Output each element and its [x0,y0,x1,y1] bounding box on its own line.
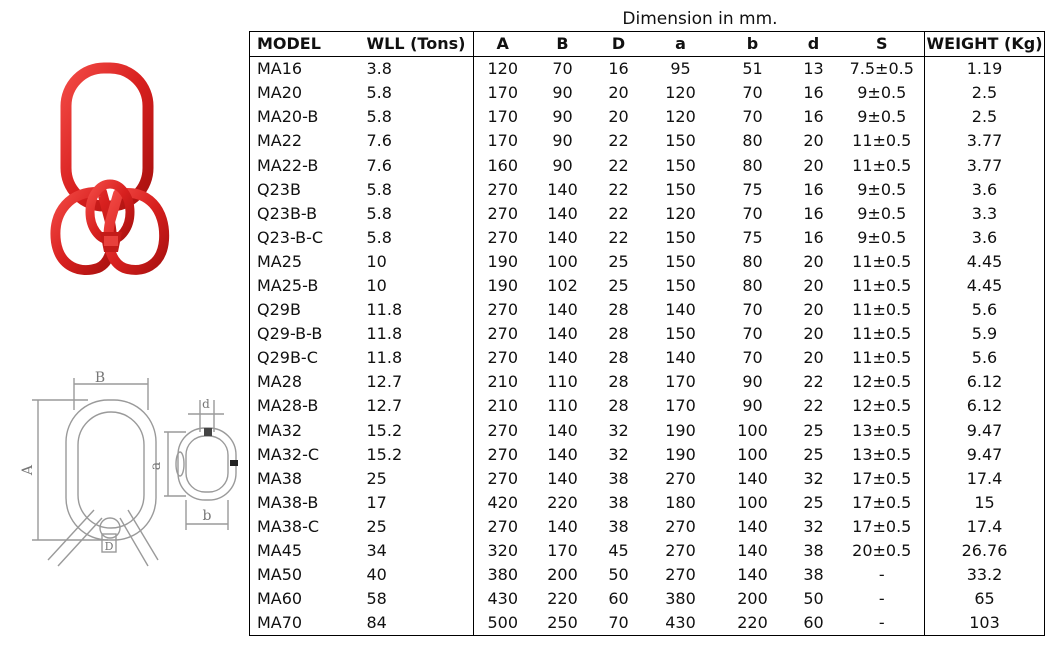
cell-b: 75 [742,227,763,247]
cell-b: 70 [742,300,763,320]
cell-D: 28 [608,324,629,344]
cell-A: 210 [487,372,519,392]
cell-wll: 12.7 [363,370,474,394]
cell-S: 11±0.5 [840,250,925,274]
cell-d: 25 [803,492,824,512]
cell-a: 150 [665,155,696,175]
cell-model: MA28 [250,370,363,394]
table-row [250,443,1045,467]
label-A: A [20,464,36,476]
cell-b: 100 [737,420,768,440]
cell-D: 28 [608,300,629,320]
cell-model: MA38-C [250,515,363,539]
cell-B: 140 [547,468,578,488]
cell-d: 20 [803,275,824,295]
cell-model: MA22 [250,129,363,153]
table-row [250,129,1045,153]
cell-model: MA32-C [250,443,363,467]
cell-weight: 3.6 [925,178,1045,202]
cell-weight: 2.5 [925,81,1045,105]
cell-model: MA16 [250,57,363,82]
cell-wll: 5.8 [363,81,474,105]
cell-b: 90 [742,372,763,392]
cell-model: Q23-B-C [250,226,363,250]
cell-S: 11±0.5 [840,346,925,370]
table-row [250,563,1045,587]
cell-b: 100 [737,492,768,512]
cell-D: 25 [608,251,629,271]
header-B: B [532,32,594,57]
cell-model: MA50 [250,563,363,587]
table-row [250,274,1045,298]
cell-S: 11±0.5 [840,274,925,298]
cell-a: 95 [670,59,691,79]
cell-b: 70 [742,203,763,223]
cell-model: MA20 [250,81,363,105]
cell-A: 160 [487,155,519,175]
cell-D: 22 [608,227,629,247]
cell-B: 140 [547,348,578,368]
cell-weight: 15 [925,491,1045,515]
cell-S: 11±0.5 [840,322,925,346]
cell-S: - [840,563,925,587]
cell-A: 270 [487,468,519,488]
cell-weight: 5.6 [925,298,1045,322]
cell-model: MA60 [250,587,363,611]
cell-S: 17±0.5 [840,515,925,539]
cell-D: 16 [608,59,629,79]
table-row [250,153,1045,177]
cell-wll: 11.8 [363,346,474,370]
cell-B: 90 [552,83,573,103]
table-row [250,515,1045,539]
cell-A: 270 [487,227,519,247]
cell-A: 120 [487,59,519,79]
cell-A: 170 [487,83,519,103]
cell-B: 140 [547,300,578,320]
dimension-drawing [18,370,250,580]
cell-a: 140 [665,348,696,368]
cell-model: Q29B-C [250,346,363,370]
cell-a: 120 [665,107,696,127]
table-row [250,419,1045,443]
table-header-row [250,32,1045,57]
cell-weight: 17.4 [925,467,1045,491]
cell-weight: 4.45 [925,274,1045,298]
cell-B: 140 [547,227,578,247]
cell-S: 11±0.5 [840,129,925,153]
header-b: b [718,32,788,57]
cell-weight: 6.12 [925,394,1045,418]
cell-b: 80 [742,131,763,151]
label-a: a [148,461,164,471]
master-link-photo [40,62,180,292]
cell-wll: 15.2 [363,443,474,467]
cell-D: 22 [608,179,629,199]
cell-wll: 15.2 [363,419,474,443]
cell-S: - [840,611,925,636]
header-A: A [474,32,532,57]
cell-wll: 5.8 [363,178,474,202]
cell-B: 70 [552,59,573,79]
cell-d: 13 [803,59,824,79]
cell-a: 190 [665,420,696,440]
cell-weight: 1.19 [925,57,1045,82]
cell-d: 20 [803,131,824,151]
cell-b: 70 [742,348,763,368]
cell-a: 150 [665,251,696,271]
cell-model: Q29B [250,298,363,322]
cell-a: 150 [665,179,696,199]
cell-model: MA45 [250,539,363,563]
cell-weight: 17.4 [925,515,1045,539]
cell-a: 430 [644,611,718,636]
cell-d: 60 [788,611,840,636]
cell-S: 9±0.5 [840,178,925,202]
table-row [250,250,1045,274]
table-row [250,394,1045,418]
cell-weight: 9.47 [925,443,1045,467]
cell-a: 190 [665,444,696,464]
cell-D: 38 [608,492,629,512]
cell-d: 25 [803,444,824,464]
header-S: S [840,32,925,57]
cell-b: 140 [737,468,768,488]
cell-D: 38 [608,468,629,488]
cell-d: 20 [803,251,824,271]
cell-A: 190 [487,275,519,295]
cell-B: 140 [547,420,578,440]
cell-a: 150 [665,275,696,295]
cell-B: 90 [552,107,573,127]
cell-D: 70 [594,611,644,636]
cell-d: 38 [803,541,824,561]
cell-B: 90 [552,155,573,175]
cell-wll: 11.8 [363,322,474,346]
table-row [250,539,1045,563]
table-row [250,81,1045,105]
cell-B: 102 [547,275,578,295]
cell-wll: 7.6 [363,129,474,153]
cell-d: 32 [803,516,824,536]
cell-d: 20 [803,348,824,368]
table-row [250,491,1045,515]
cell-b: 140 [737,541,768,561]
cell-A: 270 [487,300,519,320]
cell-S: 13±0.5 [840,443,925,467]
header-a: a [644,32,718,57]
cell-d: 25 [803,420,824,440]
cell-B: 140 [547,179,578,199]
cell-weight: 5.6 [925,346,1045,370]
cell-d: 38 [803,565,824,585]
cell-model: MA28-B [250,394,363,418]
table-row [250,298,1045,322]
cell-b: 220 [718,611,788,636]
label-D: D [104,540,114,553]
table-row [250,57,1045,82]
cell-wll: 7.6 [363,153,474,177]
cell-weight: 26.76 [925,539,1045,563]
cell-wll: 5.8 [363,105,474,129]
cell-model: MA38-B [250,491,363,515]
cell-S: 12±0.5 [840,370,925,394]
cell-b: 140 [737,516,768,536]
cell-D: 22 [608,131,629,151]
cell-b: 70 [742,107,763,127]
cell-a: 180 [665,492,696,512]
cell-d: 50 [803,589,824,609]
cell-S: 13±0.5 [840,419,925,443]
cell-A: 380 [487,565,519,585]
cell-a: 140 [665,300,696,320]
cell-B: 140 [547,516,578,536]
cell-wll: 10 [363,274,474,298]
cell-A: 430 [487,589,519,609]
cell-weight: 2.5 [925,105,1045,129]
cell-weight: 9.47 [925,419,1045,443]
cell-a: 150 [665,227,696,247]
cell-D: 22 [608,203,629,223]
table-row [250,467,1045,491]
cell-a: 120 [665,203,696,223]
cell-D: 28 [608,348,629,368]
cell-S: 20±0.5 [840,539,925,563]
cell-a: 120 [665,83,696,103]
cell-wll: 25 [363,467,474,491]
cell-D: 20 [608,83,629,103]
cell-A: 270 [487,420,519,440]
cell-b: 80 [742,155,763,175]
cell-A: 270 [487,203,519,223]
cell-d: 16 [803,227,824,247]
cell-D: 20 [608,107,629,127]
table-row [250,587,1045,611]
cell-A: 270 [487,324,519,344]
cell-B: 250 [532,611,594,636]
cell-model: MA38 [250,467,363,491]
cell-b: 80 [742,275,763,295]
cell-wll: 84 [363,611,474,636]
cell-b: 140 [737,565,768,585]
cell-wll: 5.8 [363,226,474,250]
cell-A: 190 [487,251,519,271]
table-row [250,370,1045,394]
cell-a: 150 [665,131,696,151]
cell-A: 170 [487,131,519,151]
cell-model: Q23B-B [250,202,363,226]
cell-S: 12±0.5 [840,394,925,418]
cell-wll: 58 [363,587,474,611]
cell-A: 500 [474,611,532,636]
cell-D: 32 [608,420,629,440]
header-D: D [594,32,644,57]
specification-table [249,31,1045,636]
cell-weight: 3.77 [925,129,1045,153]
cell-a: 150 [665,324,696,344]
cell-D: 50 [608,565,629,585]
cell-S: - [840,587,925,611]
cell-S: 17±0.5 [840,491,925,515]
cell-a: 380 [665,589,696,609]
header-wll: WLL (Tons) [363,32,474,57]
cell-B: 110 [547,372,578,392]
cell-A: 420 [487,492,519,512]
cell-b: 90 [742,396,763,416]
cell-weight: 33.2 [925,563,1045,587]
cell-A: 270 [487,348,519,368]
dimension-caption: Dimension in mm. [622,9,778,29]
cell-a: 170 [665,396,696,416]
cell-B: 140 [547,324,578,344]
cell-d: 20 [803,300,824,320]
cell-model: MA70 [250,611,363,636]
cell-S: 9±0.5 [840,105,925,129]
cell-a: 170 [665,372,696,392]
cell-model: MA25 [250,250,363,274]
cell-B: 110 [547,396,578,416]
cell-wll: 11.8 [363,298,474,322]
cell-b: 70 [742,324,763,344]
cell-D: 45 [608,541,629,561]
label-B: B [94,370,106,386]
cell-S: 9±0.5 [840,226,925,250]
cell-D: 25 [608,275,629,295]
cell-S: 9±0.5 [840,81,925,105]
table-row [250,611,1045,636]
cell-weight: 3.3 [925,202,1045,226]
cell-a: 270 [665,516,696,536]
cell-model: MA20-B [250,105,363,129]
cell-A: 270 [487,179,519,199]
cell-A: 270 [487,516,519,536]
cell-d: 16 [803,179,824,199]
label-d: d [202,397,210,411]
table-row [250,346,1045,370]
cell-weight: 103 [925,611,1045,636]
cell-S: 9±0.5 [840,202,925,226]
cell-D: 22 [608,155,629,175]
header-weight: WEIGHT (Kg) [925,32,1045,57]
cell-D: 28 [608,372,629,392]
cell-wll: 25 [363,515,474,539]
cell-model: MA25-B [250,274,363,298]
cell-A: 170 [487,107,519,127]
table-row [250,178,1045,202]
table-row [250,202,1045,226]
cell-model: Q23B [250,178,363,202]
cell-d: 20 [803,155,824,175]
header-model: MODEL [250,32,363,57]
cell-weight: 6.12 [925,370,1045,394]
cell-a: 270 [665,541,696,561]
cell-B: 140 [547,444,578,464]
table-row [250,322,1045,346]
cell-d: 22 [803,396,824,416]
table-row [250,105,1045,129]
cell-wll: 5.8 [363,202,474,226]
cell-weight: 5.9 [925,322,1045,346]
cell-b: 70 [742,83,763,103]
cell-b: 51 [742,59,763,79]
cell-wll: 17 [363,491,474,515]
cell-weight: 4.45 [925,250,1045,274]
cell-a: 270 [665,468,696,488]
cell-B: 100 [547,251,578,271]
cell-d: 22 [803,372,824,392]
cell-S: 7.5±0.5 [840,57,925,82]
cell-weight: 3.77 [925,153,1045,177]
cell-A: 320 [487,541,519,561]
cell-d: 20 [803,324,824,344]
cell-wll: 12.7 [363,394,474,418]
cell-wll: 3.8 [363,57,474,82]
cell-A: 270 [487,444,519,464]
cell-model: MA22-B [250,153,363,177]
cell-d: 16 [803,107,824,127]
cell-wll: 34 [363,539,474,563]
cell-b: 200 [737,589,768,609]
cell-B: 170 [547,541,578,561]
cell-a: 270 [665,565,696,585]
cell-A: 210 [487,396,519,416]
cell-D: 32 [608,444,629,464]
label-b: b [202,508,212,524]
cell-S: 17±0.5 [840,467,925,491]
cell-D: 60 [608,589,629,609]
cell-d: 32 [803,468,824,488]
cell-wll: 40 [363,563,474,587]
cell-d: 16 [803,83,824,103]
cell-b: 100 [737,444,768,464]
cell-model: MA32 [250,419,363,443]
cell-S: 11±0.5 [840,298,925,322]
cell-d: 16 [803,203,824,223]
cell-B: 220 [547,589,578,609]
cell-B: 220 [547,492,578,512]
cell-D: 38 [608,516,629,536]
cell-D: 28 [608,396,629,416]
cell-B: 200 [547,565,578,585]
cell-weight: 3.6 [925,226,1045,250]
cell-B: 140 [547,203,578,223]
table-row [250,226,1045,250]
cell-b: 80 [742,251,763,271]
cell-S: 11±0.5 [840,153,925,177]
cell-b: 75 [742,179,763,199]
header-d: d [788,32,840,57]
cell-B: 90 [552,131,573,151]
cell-model: Q29-B-B [250,322,363,346]
cell-weight: 65 [925,587,1045,611]
cell-wll: 10 [363,250,474,274]
